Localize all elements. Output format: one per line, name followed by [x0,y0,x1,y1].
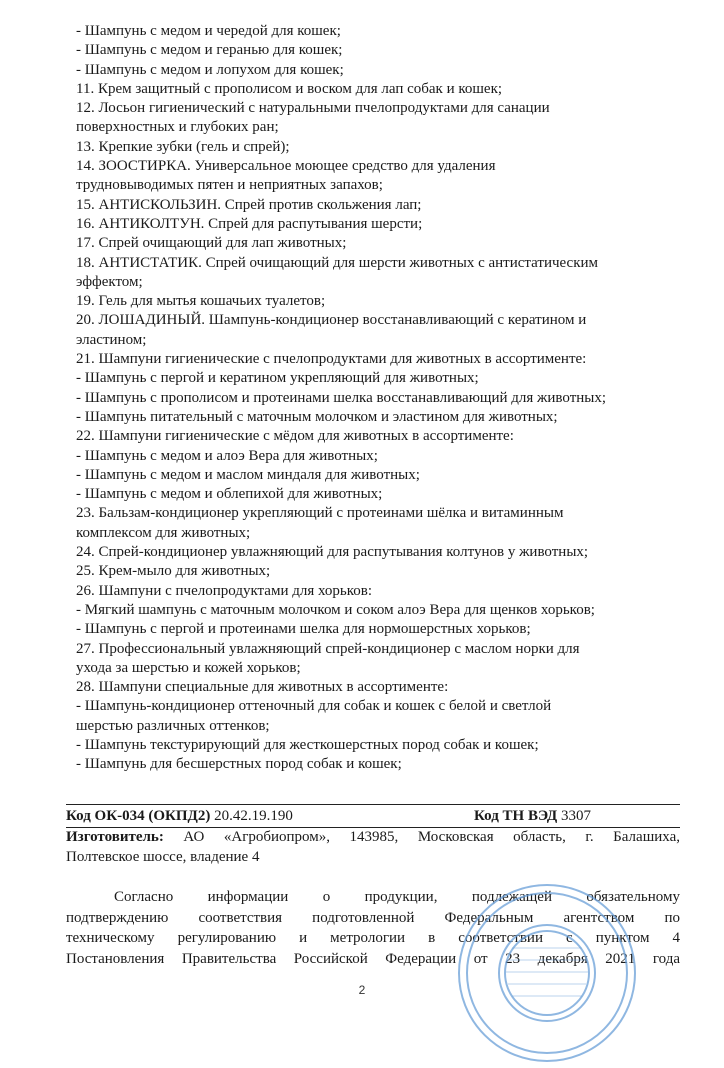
list-line: 19. Гель для мытья кошачьих туалетов; [76,293,326,310]
list-line: - Шампунь с медом и чередой для кошек; [76,23,341,39]
list-line: - Шампунь с медом и маслом миндаля для животных; [76,466,420,483]
list-line: трудновыводимых пятен и неприятных запахов; [76,177,383,194]
list-line: - Шампунь с пергой и протеинами шелка для нормошерстных хорьков; [76,621,531,638]
page-number: 2 [358,983,366,997]
list-line: - Шампунь питательный с маточным молочком и эластином для животных; [76,408,558,425]
list-line: ухода за шерстью и кожей хорьков; [76,659,301,676]
list-line: 25. Крем-мыло для животных; [76,563,271,580]
list-line: шерстью различных оттенков; [76,717,270,734]
list-line: 27. Профессиональный увлажняющий спрей-кондиционер с маслом норки для [76,640,580,657]
seal-rings [459,885,635,1061]
list-line: - Шампунь для бесшерстных пород собак и кошек; [76,756,402,773]
tnved-label: Код ТН ВЭД [474,808,558,824]
tnved-value: 3307 [557,808,591,824]
paragraph-line: Постановления Правительства Российской Федерации от 23 декабря 2021 года [66,950,680,967]
list-line: 17. Спрей очищающий для лап животных; [76,235,347,252]
list-line: 18. АНТИСТАТИК. Спрей очищающий для шерсти животных с антистатическим [76,254,599,271]
list-line: - Шампунь с медом и геранью для кошек; [76,42,343,59]
list-line: - Шампунь с медом и облепихой для животных; [76,486,383,503]
seal-hatching [506,948,588,996]
list-line: 12. Лосьон гигиенический с натуральными пчелопродуктами для санации [76,100,550,117]
list-line: - Шампунь текстурирующий для жесткошерстных пород собак и кошек; [76,736,539,753]
list-line: 15. АНТИСКОЛЬЗИН. Спрей против скольжения лап; [76,196,422,213]
list-line: 13. Крепкие зубки (гель и спрей); [76,138,290,155]
okpd-code [66,806,293,826]
classification-codes [66,804,680,828]
list-line: - Шампунь с пергой и кератином укрепляющий для животных; [76,370,479,387]
paragraph-line: подтверждению соответствия подготовленной Федеральным агентством по [66,909,680,926]
list-line: 26. Шампуни с пчелопродуктами для хорьков: [76,582,373,599]
list-line: - Шампунь с медом и лопухом для кошек; [76,61,344,78]
seal-stamp-icon [452,878,642,1068]
manufacturer [66,828,680,867]
list-line: 22. Шампуни гигиенические с мёдом для животных в ассортименте: [76,428,514,445]
manufacturer-label: Изготовитель: [66,829,164,845]
paragraph-line: техническому регулированию и метрологии в соответствии с пунктом 4 [66,930,680,946]
list-line: поверхностных и глубоких ран; [76,119,279,136]
manufacturer-line-1 [66,828,680,848]
list-line: 24. Спрей-кондиционер увлажняющий для распутывания колтунов у животных; [76,544,589,561]
product-list [76,22,686,775]
list-line: 14. ЗООСТИРКА. Универсальное моющее средство для удаления [76,158,496,175]
list-line: - Шампунь-кондиционер оттеночный для собак и кошек с белой и светлой [76,698,552,715]
tnved-code [474,806,591,826]
list-line: - Шампунь с прополисом и протеинами шелка восстанавливающий для животных; [76,389,607,406]
list-line: 16. АНТИКОЛТУН. Спрей для распутывания шерсти; [76,215,423,232]
list-line: 11. Крем защитный с прополисом и воском для лап собак и кошек; [76,80,503,97]
list-line: 23. Бальзам-кондиционер укрепляющий с протеинами шёлка и витаминным [76,505,564,522]
paragraph-line: Согласно информации о продукции, подлежащей обязательному [114,889,680,905]
list-line: - Мягкий шампунь с маточным молочком и соком алоэ Вера для щенков хорьков; [76,601,595,618]
manufacturer-address: АО «Агробиопром», 143985, Московская область, г. Балашиха, [163,829,680,845]
okpd-value: 20.42.19.190 [210,808,293,824]
list-line: - Шампунь с медом и алоэ Вера для животных; [76,447,378,464]
list-line: эластином; [76,331,147,348]
list-line: 28. Шампуни специальные для животных в ассортименте: [76,679,449,696]
okpd-label: Код ОК-034 (ОКПД2) [66,808,211,824]
list-line: эффектом; [76,273,143,290]
list-line: 20. ЛОШАДИНЫЙ. Шампунь-кондиционер восстанавливающий с кератином и [76,312,587,329]
manufacturer-line-2: Полтевское шоссе, владение 4 [66,848,260,865]
list-line: 21. Шампуни гигиенические с пчелопродуктами для животных в ассортименте: [76,351,587,368]
list-line: комплексом для животных; [76,524,251,541]
